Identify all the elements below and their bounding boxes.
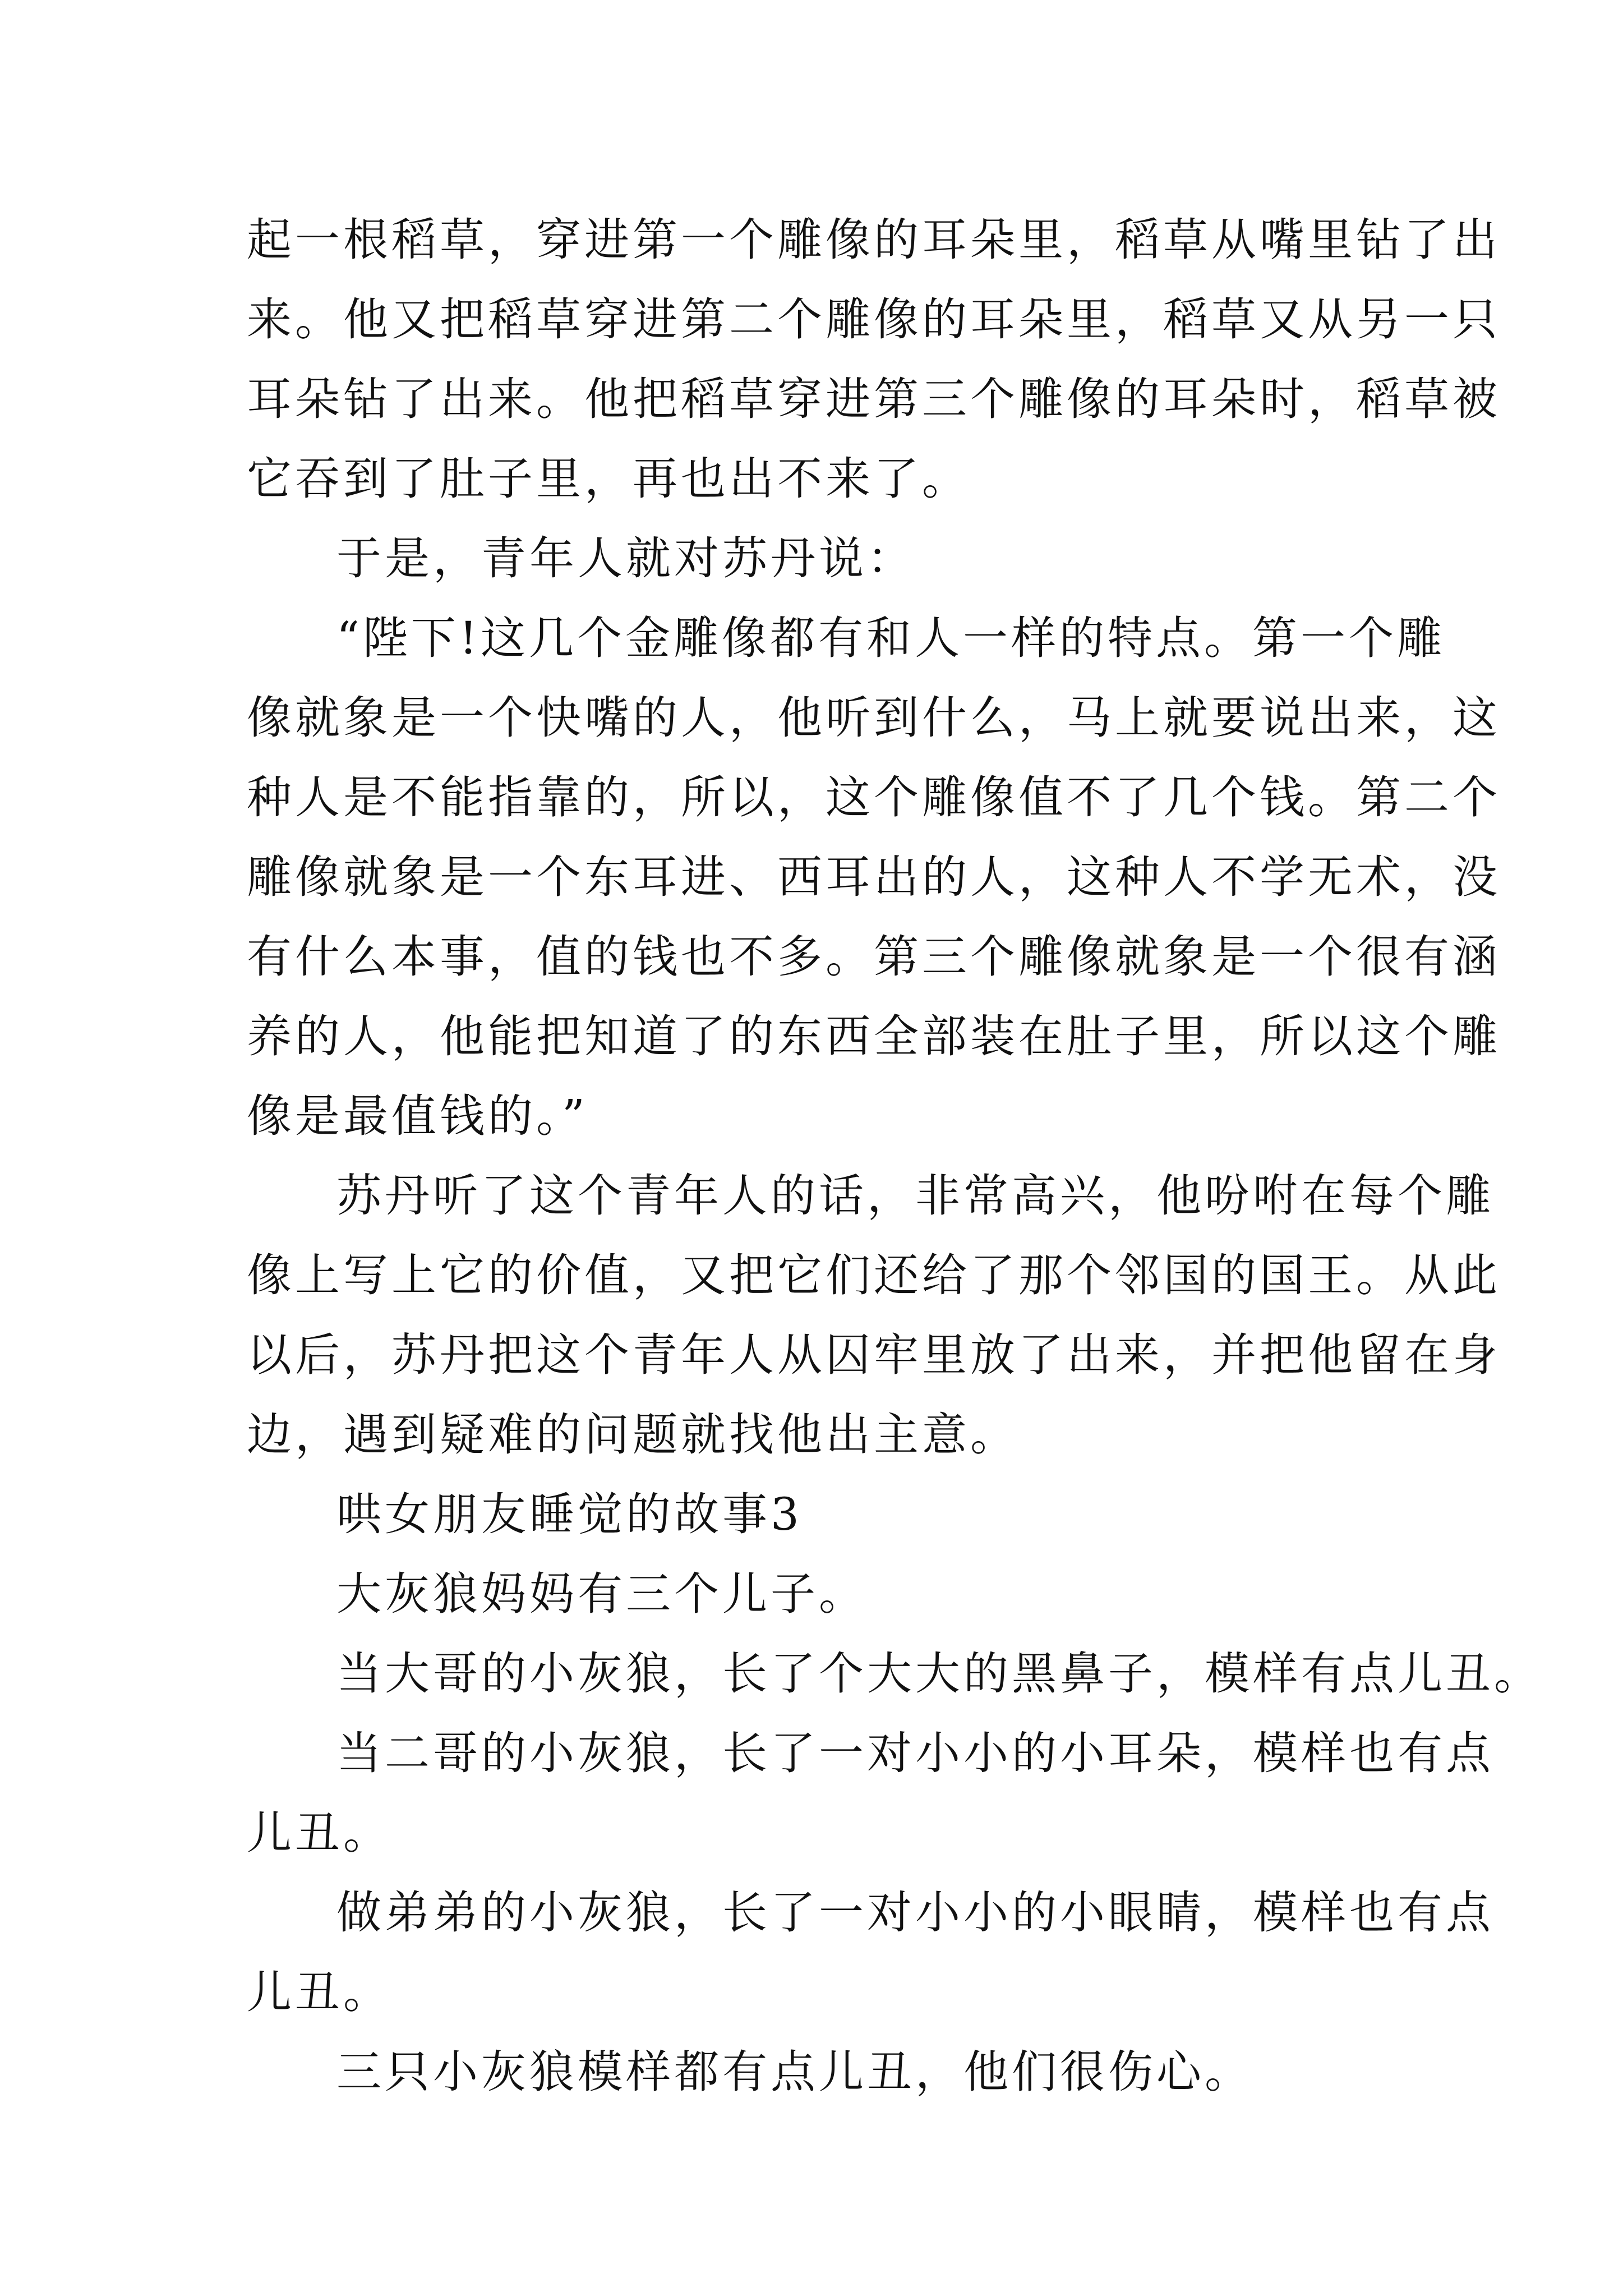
text-line: 做弟弟的小灰狼，长了一对小小的小眼睛，模样也有点	[336, 1887, 1494, 1939]
text-line: 耳朵钻了出来。他把稻草穿进第三个雕像的耳朵时，稻草被	[247, 373, 1501, 425]
text-line: 它吞到了肚子里，再也出不来了。	[247, 453, 970, 505]
text-line: 儿丑。	[247, 1966, 391, 2018]
text-line: 以后，苏丹把这个青年人从囚牢里放了出来，并把他留在身	[247, 1329, 1501, 1381]
text-line: 边，遇到疑难的问题就找他出主意。	[247, 1409, 1018, 1461]
text-line: “陛下!这几个金雕像都有和人一样的特点。第一个雕	[336, 612, 1446, 664]
text-line: 有什么本事，值的钱也不多。第三个雕像就象是一个很有涵	[247, 931, 1501, 983]
text-line: 当二哥的小灰狼，长了一对小小的小耳朵，模样也有点	[336, 1727, 1494, 1779]
text-line: 雕像就象是一个东耳进、西耳出的人，这种人不学无术，没	[247, 851, 1501, 903]
text-line: 像是最值钱的。”	[247, 1090, 588, 1142]
text-line: 儿丑。	[247, 1807, 391, 1859]
text-line: 像上写上它的价值，又把它们还给了那个邻国的国王。从此	[247, 1249, 1501, 1301]
text-line: 养的人，他能把知道了的东西全部装在肚子里，所以这个雕	[247, 1010, 1501, 1062]
text-line: 苏丹听了这个青年人的话，非常高兴，他吩咐在每个雕	[336, 1170, 1494, 1222]
text-line: 种人是不能指靠的，所以，这个雕像值不了几个钱。第二个	[247, 771, 1501, 823]
text-line: 来。他又把稻草穿进第二个雕像的耳朵里，稻草又从另一只	[247, 293, 1501, 346]
text-line: 起一根稻草，穿进第一个雕像的耳朵里，稻草从嘴里钻了出	[247, 214, 1501, 266]
text-line: 于是，青年人就对苏丹说：	[336, 532, 915, 585]
section-title: 哄女朋友睡觉的故事3	[336, 1488, 803, 1540]
text-line: 三只小灰狼模样都有点儿丑，他们很伤心。	[336, 2046, 1253, 2098]
text-line: 当大哥的小灰狼，长了个大大的黑鼻子，模样有点儿丑。	[336, 1648, 1542, 1700]
text-line: 大灰狼妈妈有三个儿子。	[336, 1568, 867, 1620]
text-line: 像就象是一个快嘴的人，他听到什么，马上就要说出来，这	[247, 692, 1501, 744]
